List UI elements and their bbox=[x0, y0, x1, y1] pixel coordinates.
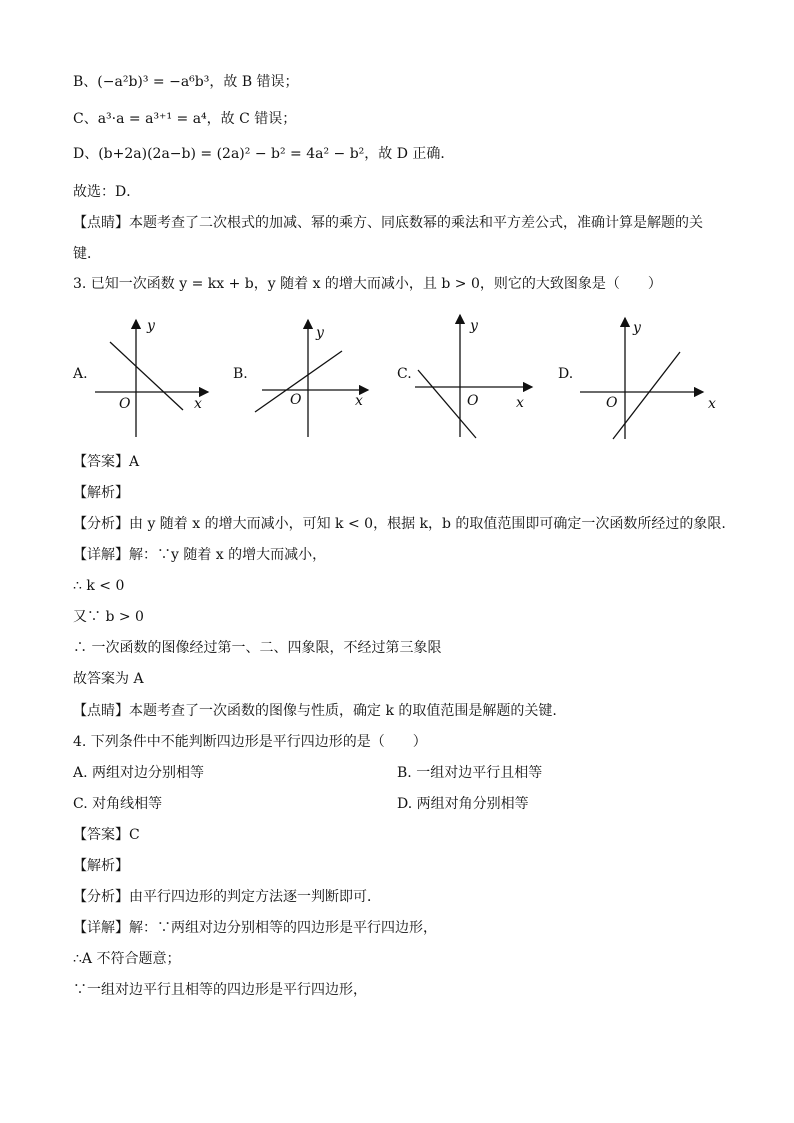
question-4: 4. 下列条件中不能判断四边形是平行四边形的是（ ） bbox=[73, 734, 427, 750]
step-1: ∴ k < 0 bbox=[73, 578, 125, 594]
option-a: A. 两组对边分别相等 bbox=[73, 765, 205, 781]
answer-3: 【答案】A bbox=[73, 454, 140, 470]
step-5: ∴A 不符合题意； bbox=[73, 951, 181, 967]
comment-3: 【点睛】本题考查了一次函数的图像与性质，确定 k 的取值范围是解题的关键. bbox=[73, 703, 557, 719]
analysis-heading-3: 【解析】 bbox=[73, 485, 129, 501]
line-d: D、(b+2a)(2a−b) = (2a)² − b² = 4a² − b²，故 D 正确． bbox=[73, 146, 455, 162]
detail-4: 【详解】解：∵两组对边分别相等的四边形是平行四边形， bbox=[73, 920, 437, 936]
analysis-3: 【分析】由 y 随着 x 的增大而减小，可知 k < 0，根据 k，b 的取值范围即可确定一次函数所经过的象限. bbox=[73, 516, 726, 532]
step-2: 又∵ b > 0 bbox=[73, 609, 144, 625]
comment-q2-line2: 键． bbox=[73, 246, 101, 262]
detail-3: 【详解】解：∵y 随着 x 的增大而减小， bbox=[73, 547, 327, 563]
line-choose: 故选：D． bbox=[73, 184, 141, 200]
graph-a-label: A. bbox=[73, 366, 88, 382]
graph-d bbox=[575, 315, 720, 445]
graph-b bbox=[250, 315, 380, 445]
answer-4: 【答案】C bbox=[73, 827, 140, 843]
analysis-heading-4: 【解析】 bbox=[73, 858, 129, 874]
graph-d-x-label: x bbox=[708, 396, 716, 412]
graph-a-x-label: x bbox=[194, 396, 202, 412]
graph-a-y-label: y bbox=[147, 318, 155, 334]
graph-b-origin: O bbox=[290, 392, 302, 408]
option-b: B. 一组对边平行且相等 bbox=[397, 765, 543, 781]
graph-c-x-label: x bbox=[516, 395, 524, 411]
step-4: 故答案为 A bbox=[73, 671, 144, 687]
option-d: D. 两组对角分别相等 bbox=[397, 796, 529, 812]
graph-a-origin: O bbox=[119, 396, 131, 412]
analysis-4: 【分析】由平行四边形的判定方法逐一判断即可． bbox=[73, 889, 381, 905]
graph-c-y-label: y bbox=[470, 318, 478, 334]
graph-a bbox=[90, 315, 220, 445]
graph-b-x-label: x bbox=[355, 393, 363, 409]
step-6: ∵一组对边平行且相等的四边形是平行四边形， bbox=[73, 982, 367, 998]
option-c: C. 对角线相等 bbox=[73, 796, 163, 812]
graph-d-y-label: y bbox=[633, 320, 641, 336]
graph-b-label: B. bbox=[233, 366, 248, 382]
graph-d-label: D. bbox=[558, 366, 574, 382]
step-3: ∴ 一次函数的图像经过第一、二、四象限，不经过第三象限 bbox=[73, 640, 442, 656]
line-c: C、a³·a = a³⁺¹ = a⁴，故 C 错误； bbox=[73, 111, 297, 127]
comment-q2-line1: 【点睛】本题考查了二次根式的加减、幂的乘方、同底数幂的乘法和平方差公式，准确计算是解题的关 bbox=[73, 215, 703, 231]
graph-b-y-label: y bbox=[316, 325, 324, 341]
line-b: B、(−a²b)³ = −a⁶b³，故 B 错误； bbox=[73, 74, 299, 90]
graph-d-origin: O bbox=[606, 395, 618, 411]
question-3: 3. 已知一次函数 y = kx + b，y 随着 x 的增大而减小，且 b > 0，则它的大致图象是（ ） bbox=[73, 276, 662, 292]
graph-c-label: C. bbox=[397, 366, 412, 382]
graph-c-origin: O bbox=[467, 393, 479, 409]
